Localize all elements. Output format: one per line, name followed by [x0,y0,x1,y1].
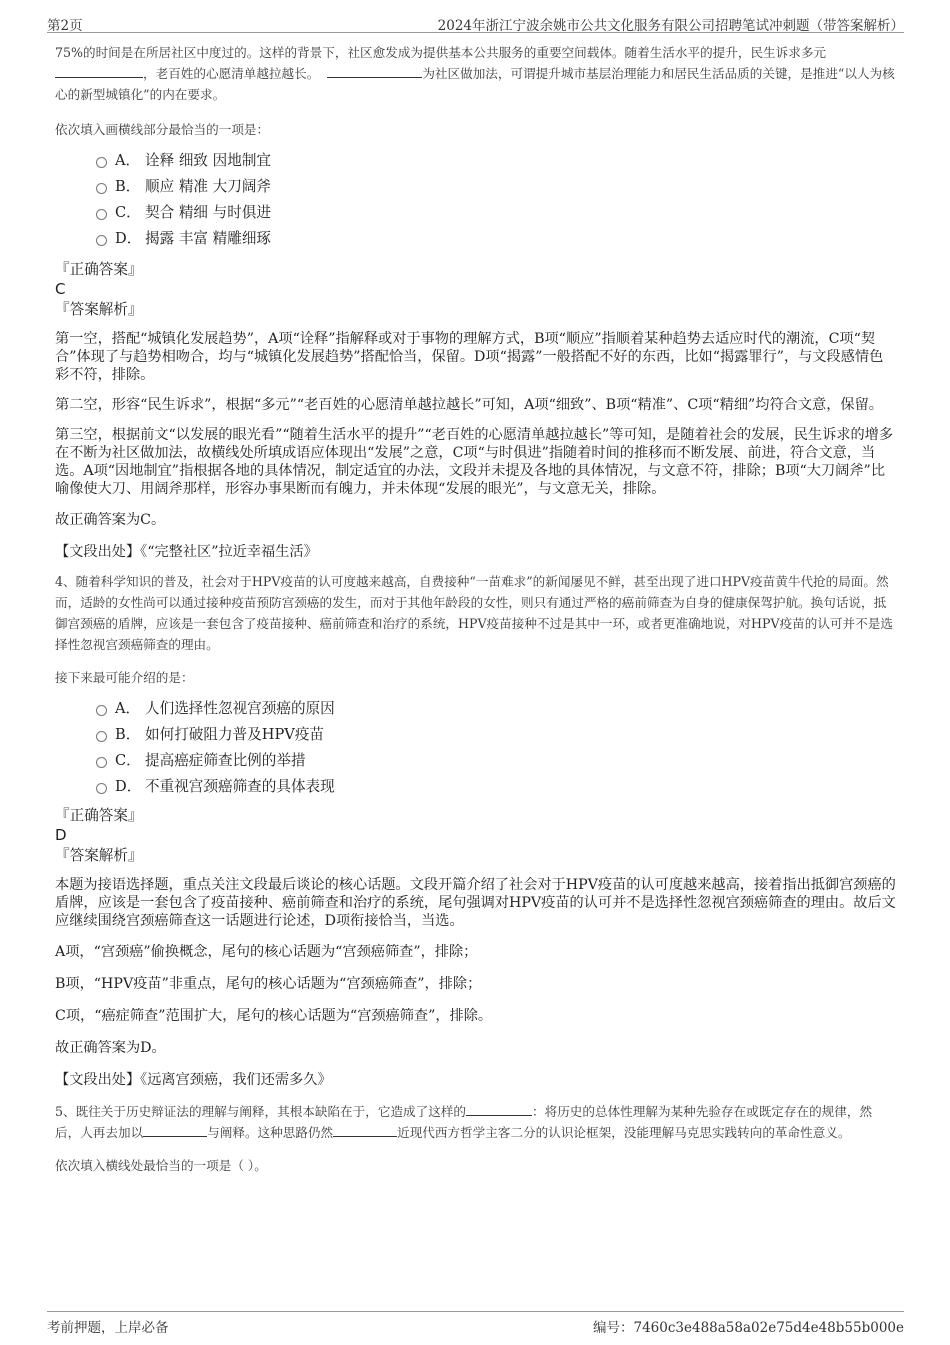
passage-source: 【文段出处】《远离宫颈癌，我们还需多久》 [55,1072,332,1088]
analysis-paragraph: 第三空，根据前文“以发展的眼光看”“随着生活水平的提升”“老百姓的心愿清单越拉越长”等可知，是随着社会的发展，民生诉求的增多在不断为社区做加法，故横线处所填成语应体现出“发展”之意，C项“与时俱进”指随着时间的推移而不断发展、前进，符合文意，当选。A项“因地制宜”指根据各地的具体情况，制定适宜的办法，文段并未提及各地的具体情况，与文意不符，排除；B项“大刀阔斧”比喻像使大刀、用阔斧那样，形容办事果断而有魄力，并未体现“发展的眼光”，与文意无关，排除。 [55,427,894,497]
analysis-paragraph: C项，“癌症筛查”范围扩大，尾句的核心话题为“宫颈癌筛查”，排除。 [55,1008,493,1024]
footer-slogan: 考前押题，上岸必备 [47,1320,169,1336]
q5-passage: 5、既往关于历史辩证法的理解与阐释，其根本缺陷在于，它造成了这样的 ：将历史的总体性理解为某种先验存在或既定存在的规律，然后，人再去加以 与阐释。这种思路仍然 近现代西方哲学主客二分的认识论框架，没能理解马克思实践转向的革命性意义。 [55,1104,873,1140]
document-title: 2024年浙江宁波余姚市公共文化服务有限公司招聘笔试冲刺题（带答案解析） [437,18,904,34]
page-number: 第2页 [47,18,83,34]
passage-source: 【文段出处】《“完整社区”拉近幸福生活》 [55,544,318,560]
answer-label: 『正确答案』 [55,261,143,278]
radio-icon[interactable] [96,757,107,768]
blank [466,1102,532,1116]
radio-icon[interactable] [96,209,107,220]
analysis-conclusion: 故正确答案为D。 [55,1040,166,1056]
q4-option-b[interactable]: B． 如何打破阻力普及HPV疫苗 [55,722,897,748]
page-header [47,12,904,33]
analysis-paragraph: 第一空，搭配“城镇化发展趋势”，A项“诠释”指解释或对于事物的理解方式，B项“顺应”指顺着某种趋势去适应时代的潮流，C项“契合”体现了与趋势相吻合，均与“城镇化发展趋势”搭配恰当，保留。D项“揭露”一般搭配不好的东西，比如“揭露罪行”，与文段感情色彩不符，排除。 [55,331,884,383]
q4-prompt: 接下来最可能介绍的是： [55,670,194,685]
q3-option-a[interactable]: A． 诠释 细致 因地制宜 [55,148,897,174]
blank [55,64,143,78]
analysis-label: 『答案解析』 [55,301,143,318]
q4-option-a[interactable]: A． 人们选择性忽视宫颈癌的原因 [55,696,897,722]
analysis-paragraph: 本题为接语选择题，重点关注文段最后谈论的核心话题。文段开篇介绍了社会对于HPV疫苗的认可度越来越高，接着指出抵御宫颈癌的盾牌，应该是一套包含了疫苗接种、癌前筛查和治疗的系统，尾句强调对HPV疫苗的认可并不是选择性忽视宫颈癌筛查的理由。故后文应继续围绕宫颈癌筛查这一话题进行论述，D项衔接恰当，当选。 [55,877,896,929]
radio-icon[interactable] [96,157,107,168]
analysis-paragraph: A项，“宫颈癌”偷换概念，尾句的核心话题为“宫颈癌筛查”，排除； [55,944,478,960]
q4-options [55,696,897,800]
q3-option-b[interactable]: B． 顺应 精准 大刀阔斧 [55,174,897,200]
q3-options [55,148,897,252]
page-footer [47,1311,904,1336]
blank [333,1123,397,1137]
q4-option-c[interactable]: C． 提高癌症筛查比例的举措 [55,748,897,774]
q3-passage: 75%的时间是在所居社区中度过的。这样的背景下，社区愈发成为提供基本公共服务的重要空间载体。随着生活水平的提升，民生诉求多元，老百姓的心愿清单越拉越长。 为社区做加法，可谓提升城市基层治理能力和居民生活品质的关键，是推进“以人为核心的新型城镇化”的内在要求。 [55,45,895,102]
correct-answer: D [55,826,67,844]
radio-icon[interactable] [96,705,107,716]
q3-prompt: 依次填入画横线部分最恰当的一项是： [55,122,270,137]
radio-icon[interactable] [96,783,107,794]
blank [143,1123,207,1137]
analysis-paragraph: 第二空，形容“民生诉求”，根据“多元”“老百姓的心愿清单越拉越长”可知，A项“细致”、B项“精准”、C项“精细”均符合文意，保留。 [55,397,883,413]
q4-option-d[interactable]: D． 不重视宫颈癌筛查的具体表现 [55,774,897,800]
correct-answer: C [55,280,66,298]
q4-passage: 4、随着科学知识的普及，社会对于HPV疫苗的认可度越来越高，自费接种“一苗难求”的新闻屡见不鲜，甚至出现了进口HPV疫苗黄牛代抢的局面。然而，适龄的女性尚可以通过接种疫苗预防宫颈癌的发生，而对于其他年龄段的女性，则只有通过严格的癌前筛查为自身的健康保驾护航。换句话说，抵御宫颈癌的盾牌，应该是一套包含了疫苗接种、癌前筛查和治疗的系统，HPV疫苗接种不过是其中一环，或者更准确地说，对HPV疫苗的认可并不是选择性忽视宫颈癌筛查的理由。 [55,574,893,652]
analysis-label: 『答案解析』 [55,847,143,864]
radio-icon[interactable] [96,183,107,194]
radio-icon[interactable] [96,731,107,742]
analysis-conclusion: 故正确答案为C。 [55,512,166,528]
document-code: 编号：7460c3e488a58a02e75d4e48b55b000e [592,1320,904,1336]
radio-icon[interactable] [96,235,107,246]
page-content [55,42,897,1176]
blank [327,64,422,78]
q3-option-d[interactable]: D． 揭露 丰富 精雕细琢 [55,226,897,252]
analysis-paragraph: B项，“HPV疫苗”非重点，尾句的核心话题为“宫颈癌筛查”，排除； [55,976,482,992]
answer-label: 『正确答案』 [55,807,143,824]
q3-option-c[interactable]: C． 契合 精细 与时俱进 [55,200,897,226]
q5-prompt: 依次填入横线处最恰当的一项是（ ）。 [55,1158,267,1173]
